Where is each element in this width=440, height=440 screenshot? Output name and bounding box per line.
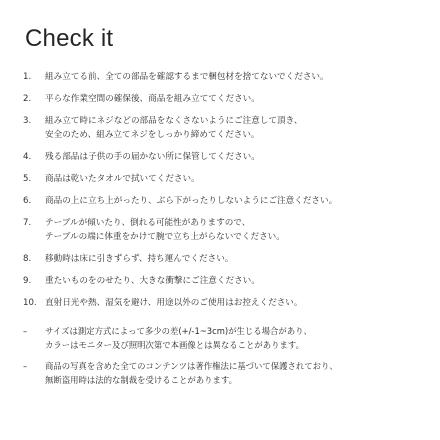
item-text	[45, 296, 302, 310]
note-text-line: サイズは測定方式によって多少の差(+/-1~3cm)が生じる場合があり、	[45, 326, 312, 336]
item-number: 5.	[23, 174, 32, 184]
item-text-line: 重たいものをのせたり、大きな衝撃にご注意ください。	[45, 276, 260, 286]
checklist-item	[23, 172, 426, 186]
note-item	[23, 359, 426, 387]
item-text-line: 安全のため、組み立てネジをしっかり締めてください。	[45, 130, 260, 140]
item-text	[45, 92, 260, 106]
item-number: 2.	[23, 94, 32, 104]
note-text-line: カラーはモニター及び照明次第で本画像とは異なることがあります。	[45, 340, 304, 350]
note-text-line: 無断盗用時は法的な制裁を受けることがあります。	[45, 375, 237, 385]
item-text	[45, 150, 260, 164]
checklist-item	[23, 194, 426, 208]
checklist-item	[23, 70, 426, 84]
item-number: 1.	[23, 72, 32, 82]
item-text	[45, 194, 337, 208]
item-number: 3.	[23, 116, 32, 126]
item-text-line: 移動時は床に引きずらず、持ち運んでください。	[45, 254, 234, 264]
page-title: Check it	[25, 25, 114, 52]
checklist-item	[23, 252, 426, 266]
item-text-line: 商品の上に立ち上がったり、ぶら下がったりしないようにご注意ください。	[45, 196, 338, 206]
item-text-line: テーブルの端に体重をかけて腕で立ち上がらないでください。	[45, 232, 285, 242]
item-text-line: 直射日光や熱、湿気を避け、用途以外のご使用はお控えください。	[45, 298, 303, 308]
item-text	[45, 114, 302, 142]
checklist-item	[23, 296, 426, 310]
checklist-item	[23, 216, 426, 244]
note-text-line: 商品の写真を含めた全てのコンテンツは著作権法に基づいて保護されており、	[45, 361, 338, 371]
item-text-line: 組み立てる前、全ての部品を確認するまで梱包材を捨てないでください。	[45, 72, 329, 82]
item-number: 6.	[23, 196, 32, 206]
item-number: 9.	[23, 276, 32, 286]
item-number: 4.	[23, 152, 32, 162]
item-number: 10.	[23, 298, 37, 308]
item-text-line: テーブルが傾いたり、倒れる可能性がありますので、	[45, 218, 251, 228]
checklist-item	[23, 150, 426, 164]
item-text	[45, 252, 233, 266]
item-text	[45, 274, 260, 288]
item-number: 7.	[23, 218, 32, 228]
note-dash: –	[23, 361, 28, 371]
note-item	[23, 324, 426, 352]
item-text	[45, 70, 329, 84]
item-text-line: 残る部品は子供の手の届かない所に保管してください。	[45, 152, 260, 162]
item-text-line: 平らな作業空間の確保後、商品を組み立ててください。	[45, 94, 260, 104]
checklist-item	[23, 274, 426, 288]
notes	[23, 324, 426, 387]
note-dash: –	[23, 326, 28, 336]
checklist-item	[23, 92, 426, 106]
note-text	[45, 359, 338, 387]
item-text-line: 商品は乾いたタオルで拭いてください。	[45, 174, 200, 184]
item-text-line: 組み立て時にネジなどの部品をなくさないようにご注意して頂き、	[45, 116, 303, 126]
checklist	[23, 70, 426, 310]
item-text	[45, 216, 285, 244]
item-number: 8.	[23, 254, 32, 264]
note-text	[45, 324, 312, 352]
item-text	[45, 172, 200, 186]
checklist-item	[23, 114, 426, 142]
